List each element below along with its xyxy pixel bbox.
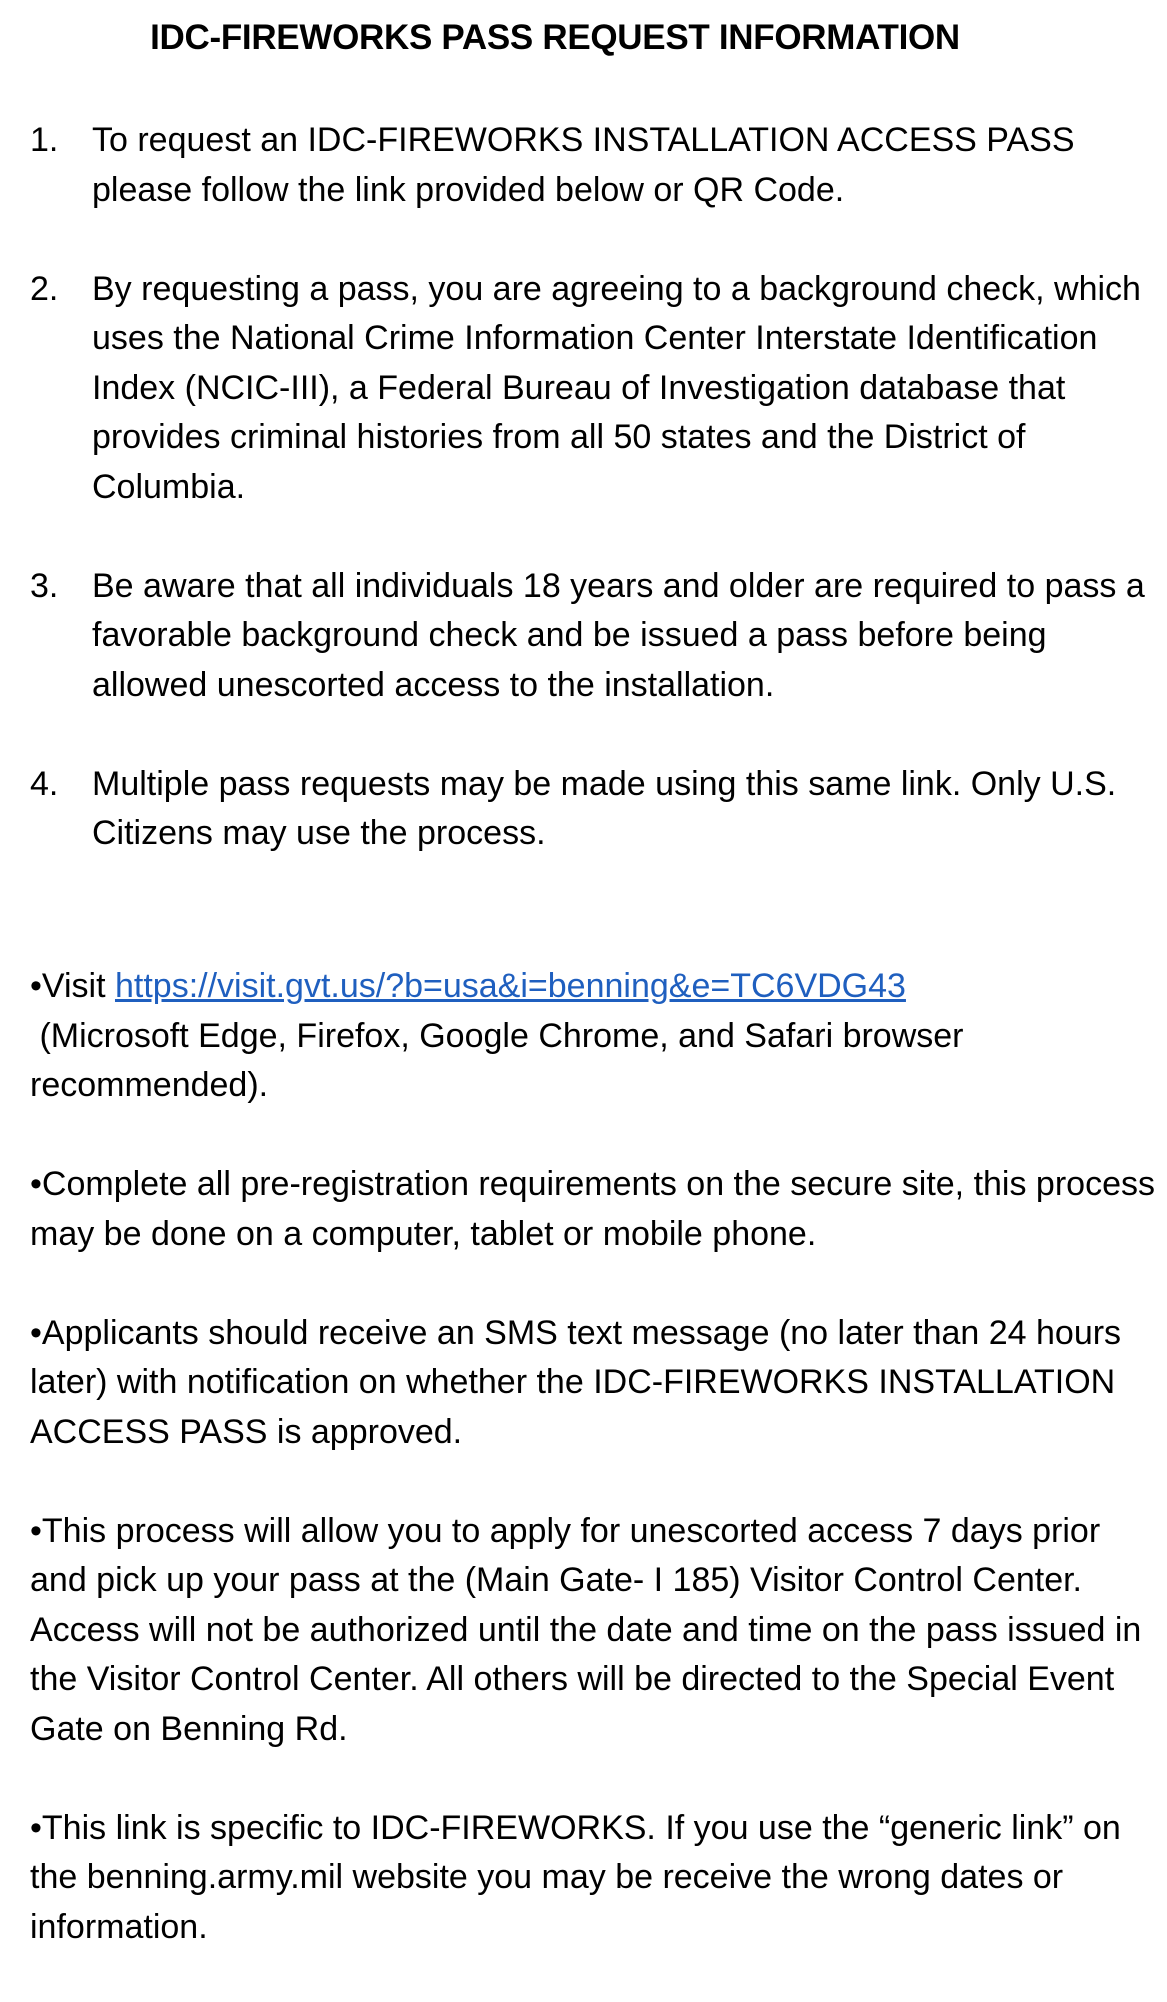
page-title: IDC-FIREWORKS PASS REQUEST INFORMATION xyxy=(150,18,960,57)
bullet-text: Complete all pre-registration requirements on the secure site, this process may be done on a computer, tablet or mobile phone. xyxy=(30,1165,1155,1253)
numbered-instructions xyxy=(30,116,1155,908)
item-text: Multiple pass requests may be made using this same link. Only U.S. Citizens may use the process. xyxy=(92,764,1117,852)
item-text: To request an IDC-FIREWORKS INSTALLATION ACCESS PASS please follow the link provided below or QR Code. xyxy=(92,121,1075,209)
numbered-item-4 xyxy=(30,760,1155,859)
bullet-item-pickup xyxy=(30,1507,1155,1755)
item-text: Be aware that all individuals 18 years and older are required to pass a favorable background check and be issued a pass before being allowed unescorted access to the installation. xyxy=(92,566,1145,704)
bullet-icon: • xyxy=(30,1165,42,1203)
numbered-item-2 xyxy=(30,265,1155,513)
item-number: 4. xyxy=(30,764,59,803)
bullet-text: Applicants should receive an SMS text message (no later than 24 hours later) with notification on whether the IDC-FIREWORKS INSTALLATION ACCESS PASS is approved. xyxy=(30,1313,1122,1451)
bullet-text: This link is specific to IDC-FIREWORKS. If you use the “generic link” on the benning.army.mil website you may be receive the wrong dates or information. xyxy=(30,1808,1121,1946)
visit-link[interactable]: https://visit.gvt.us/?b=usa&i=benning&e=TC6VDG43 xyxy=(114,967,906,1005)
item-text: By requesting a pass, you are agreeing to a background check, which uses the National Crime Information Center Interstate Identification Index (NCIC-III), a Federal Bureau of Investigation database that provides criminal histories from all 50 states and the District of Columbia. xyxy=(92,269,1141,506)
bullet-item-preregistration xyxy=(30,1160,1155,1259)
bullet-item-sms xyxy=(30,1309,1155,1458)
numbered-item-3 xyxy=(30,562,1155,711)
numbered-item-1 xyxy=(30,116,1155,215)
item-number: 3. xyxy=(30,566,59,605)
bullet-item-visit xyxy=(30,962,1155,1111)
item-number: 1. xyxy=(30,121,59,159)
visit-prefix: Visit xyxy=(41,967,115,1005)
bullet-icon: • xyxy=(30,1313,42,1352)
bullet-icon: • xyxy=(30,1511,42,1550)
bullet-icon: • xyxy=(30,967,42,1005)
item-number: 2. xyxy=(30,269,59,308)
bullet-item-link-specific xyxy=(30,1804,1155,1953)
bullet-instructions xyxy=(30,962,1155,2002)
bullet-text: This process will allow you to apply for unescorted access 7 days prior and pick up your pass at the (Main Gate- I 185) Visitor Control Center. Access will not be authorized until the date and time on the pass issued in the Visitor Control Center. All others will be directed to the Special Event Gate on Benning Rd. xyxy=(30,1511,1142,1748)
bullet-icon: • xyxy=(30,1808,42,1847)
visit-suffix: (Microsoft Edge, Firefox, Google Chrome, and Safari browser recommended). xyxy=(30,1016,964,1104)
